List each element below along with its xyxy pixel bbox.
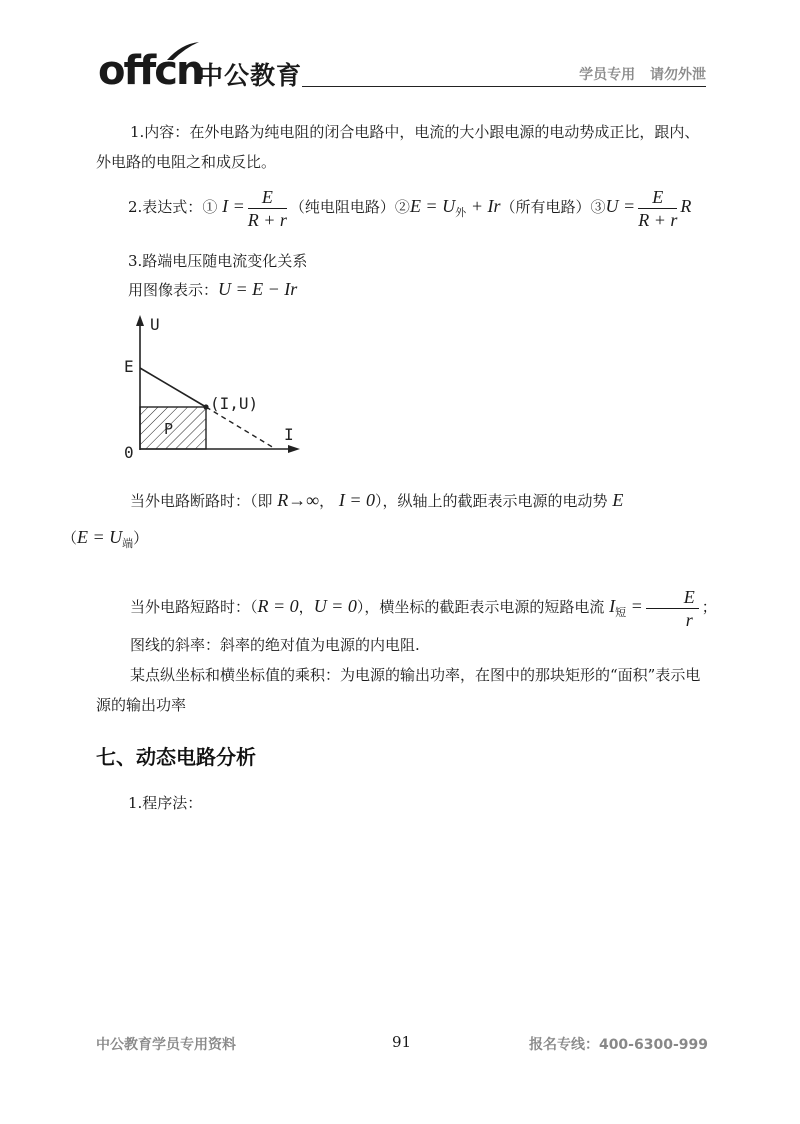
open-circuit-text-e: ） — [133, 529, 149, 547]
graph-point-label: (I,U) — [210, 394, 259, 413]
item-1-paragraph — [96, 117, 708, 177]
open-circuit-text-b: ， — [319, 492, 339, 510]
short-circuit-fraction — [646, 586, 699, 631]
open-circuit-math-3: E — [612, 490, 624, 510]
u-i-graph — [124, 312, 314, 462]
eq1-note: （纯电阻电路） — [289, 198, 395, 216]
header-rule — [302, 86, 706, 87]
footer-left: 中公教育学员专用资料 — [96, 1037, 236, 1053]
short-circuit-paragraph — [96, 584, 717, 635]
open-circuit-text-a: 当外电路断路时：（即 — [130, 492, 278, 510]
eq2-note: （所有电路） — [500, 198, 591, 216]
x-axis-arrow-icon — [288, 445, 300, 453]
item-3-graph-eq: U = E − Ir — [218, 279, 298, 299]
open-circuit-text-d: （ — [62, 529, 78, 547]
graph-y-label: U — [150, 315, 160, 334]
short-circuit-math-1: R = 0 — [257, 596, 299, 616]
item-3-graph-prefix: 用图像表示： — [128, 281, 219, 299]
eq3-num: E — [638, 186, 677, 209]
short-circuit-den: r — [685, 609, 693, 630]
short-circuit-text-b: ， — [298, 598, 314, 616]
y-axis-arrow-icon — [136, 315, 144, 326]
eq1-num: E — [248, 186, 287, 209]
graph-origin-label: 0 — [124, 443, 134, 462]
short-circuit-math-2: U = 0 — [313, 596, 357, 616]
item-2-prefix: 2.表达式： — [128, 198, 203, 216]
open-circuit-math-1: R→∞ — [277, 490, 320, 510]
eq2-sub: 外 — [455, 206, 467, 219]
section-heading: 七、动态电路分析 — [96, 745, 256, 769]
eq2-b: + Ir — [470, 196, 501, 216]
circle-3: ③ — [590, 198, 606, 216]
open-circuit-math-2: I = 0 — [338, 490, 376, 510]
logo-wordmark: offcn — [98, 48, 203, 94]
u-i-line-extension — [206, 407, 274, 448]
eq1-fraction — [248, 186, 287, 231]
eq3-lhs: U = — [605, 196, 636, 216]
short-circuit-num: E — [646, 586, 699, 609]
open-circuit-text-c: ），纵轴上的截距表示电源的电动势 — [375, 492, 613, 510]
logo-chinese: 中公教育 — [198, 61, 303, 90]
item-2-formulas — [128, 184, 728, 235]
graph-area-label: P — [164, 420, 174, 438]
short-circuit-sub: 短 — [615, 606, 627, 619]
footer-right: 报名专线：400-6300-999 — [528, 1037, 708, 1053]
circle-1: ① — [202, 198, 218, 216]
eq3-fraction — [638, 186, 677, 231]
eq1-den: R + r — [247, 209, 287, 230]
u-i-line — [140, 368, 206, 407]
short-circuit-eq: = — [626, 596, 643, 616]
eq2-a: E = U — [409, 196, 456, 216]
circle-2: ② — [394, 198, 410, 216]
short-circuit-text-c: ），横坐标的截距表示电源的短路电流 — [356, 598, 610, 616]
page-number: 91 — [392, 1033, 412, 1051]
graph-e-label: E — [124, 357, 134, 376]
open-circuit-paragraph — [62, 482, 708, 562]
open-circuit-sub: 端 — [122, 537, 134, 550]
item-3-graph-line — [128, 274, 740, 305]
item-1-prefix: 1.内容： — [130, 123, 190, 141]
product-paragraph: 某点纵坐标和横坐标值的乘积：为电源的输出功率，在图中的那块矩形的“面积”表示电源的输出功率 — [96, 666, 701, 714]
short-circuit-math-3: I — [609, 596, 616, 616]
short-circuit-text-a: 当外电路短路时：（ — [130, 598, 258, 616]
short-circuit-text-d: ； — [701, 598, 717, 616]
header-tag: 学员专用 请勿外泄 — [579, 67, 706, 83]
eq3-den: R + r — [638, 209, 678, 230]
graph-x-label: I — [284, 425, 294, 444]
slope-paragraph: 图线的斜率：斜率的绝对值为电源的内电阻. — [130, 636, 420, 654]
open-circuit-math-4: E = U — [77, 527, 123, 547]
operating-point — [203, 404, 208, 409]
item-3-title: 3.路端电压随电流变化关系 — [128, 252, 308, 270]
item-1-text: 在外电路为纯电阻的闭合电路中，电流的大小跟电源的电动势成正比，跟内、外电路的电阻之和成反比。 — [96, 123, 700, 171]
eq3-tail: R — [680, 196, 692, 216]
section-item-1: 1.程序法： — [128, 794, 203, 812]
eq1-lhs: I = — [222, 196, 245, 216]
